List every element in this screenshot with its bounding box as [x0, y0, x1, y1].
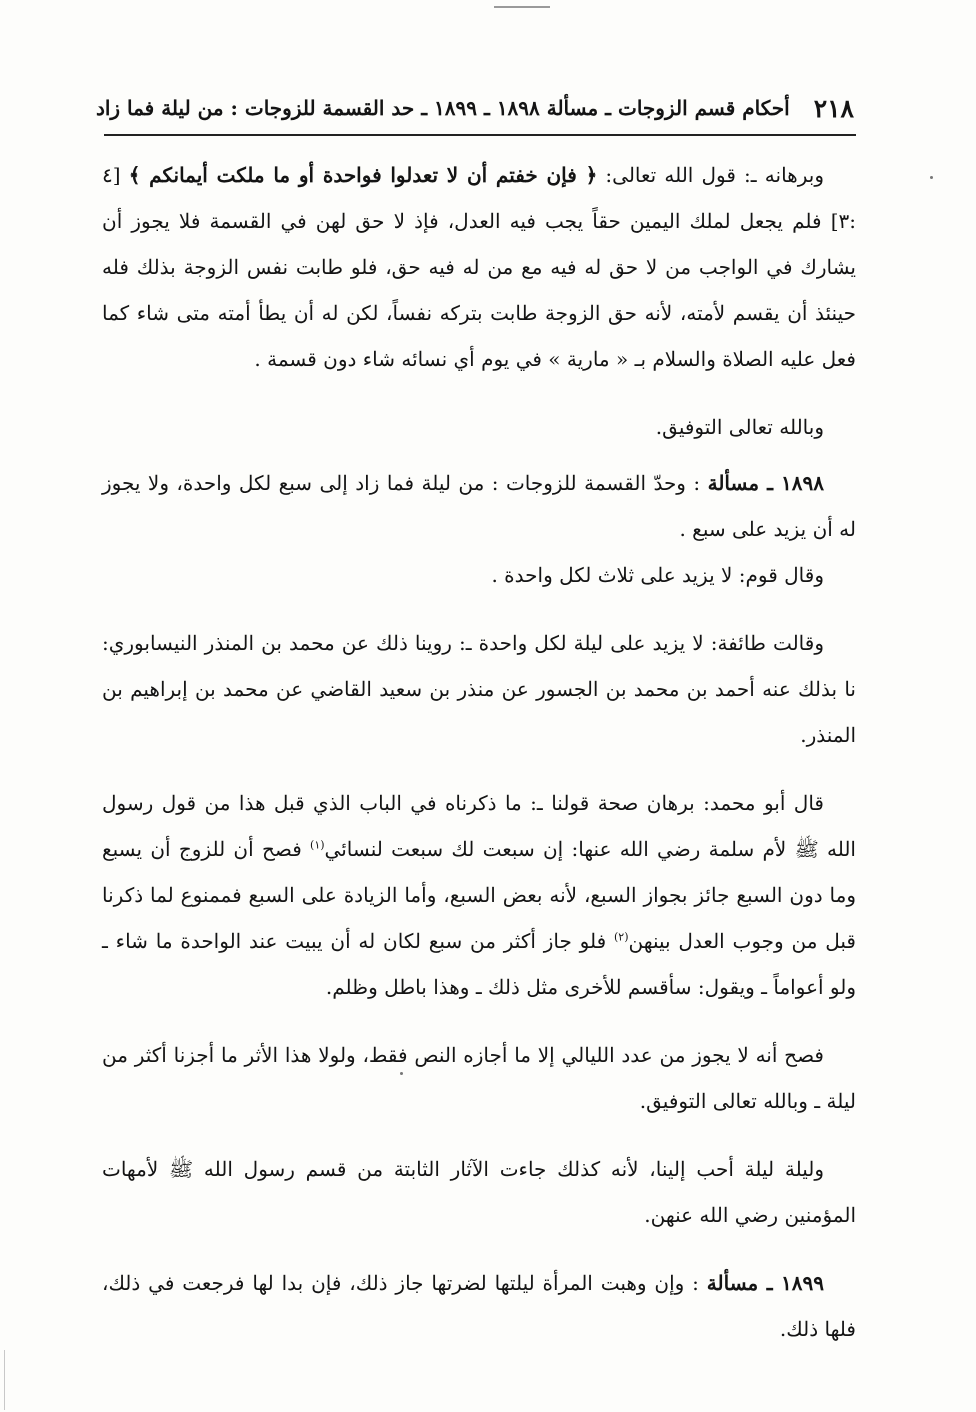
paragraph-abu-muhammad [102, 780, 856, 1010]
paragraph-conclusion: فصح أنه لا يجوز من عدد الليالي إلا ما أجازه النص فقط، ولولا هذا الأثر ما أجزنا أكثر من ليلة ـ وبالله تعالى التوفيق. [102, 1043, 856, 1113]
footnote-marker-2[interactable]: (٢) [613, 930, 629, 944]
argument-part-1: قال أبو محمد: برهان صحة قولنا ـ: ما ذكرناه في الباب الذي قبل هذا من قول رسول الله ﷺ لأم سلمة رضي الله عنها: إن سبعت لك سبعت لنسائي [102, 791, 856, 861]
page-body [102, 152, 856, 1352]
paragraph-qawm: وقال قوم: لا يزيد على ثلاث لكل واحدة . [491, 563, 824, 587]
header-rule [104, 134, 856, 136]
running-head: أحكام قسم الزوجات ـ مسألة ١٨٩٨ ـ ١٨٩٩ ـ حد القسمة للزوجات : من ليلة فما زاد [95, 96, 790, 120]
proof-text: فلم يجعل لملك اليمين حقاً يجب فيه العدل، فإذ لا حق لهن في القسمة فلا يجوز أن يشارك في الواجب من لا حق له فيه مع من له فيه حق، فلو طابت نفس الزوجة بذلك فله حينئذ أن يقسم لأمته، لأنه حق الزوجة طابت بتركه نفساً، لكن له أن يطأ أمته متى شاء كما فعل عليه الصلاة والسلام بـ « مارية » في يوم أي نسائه شاء دون قسمة . [102, 209, 856, 371]
issue-1898 [102, 460, 856, 552]
footnote-marker-1[interactable]: (١) [310, 838, 325, 852]
proof-lead: وبرهانه ـ: قول الله تعالى: [597, 163, 824, 187]
verse-reference: [٤ :٣] [102, 163, 856, 233]
argument-part-2: فصح أن للزوج أن يسبع وما دون السبع جائز بجواز السبع، لأنه بعض السبع، وأما الزيادة على السبع فممنوع لما ذكرنا قبل من وجوب العدل بينهن [102, 837, 856, 953]
issue-text: : وإن وهبت المرأة ليلتها لضرتها جاز ذلك، فإن بدا لها فرجعت في ذلك، فلها ذلك. [102, 1271, 856, 1341]
paragraph-preference: وليلة ليلة أحب إلينا، لأنه كذلك جاءت الآثار الثابتة من قسم رسول الله ﷺ لأمهات المؤمنين رضي الله عنهن. [102, 1157, 856, 1227]
argument-part-3: فلو جاز أكثر من سبع لكان له أن يبيت عند الواحدة ما شاء ـ ولو أعواماً ـ ويقول: سأقسم للأخرى مثل ذلك ـ وهذا باطل وظلم. [102, 929, 856, 999]
issue-number: ١٨٩٨ ـ [759, 471, 824, 495]
paragraph-taifa: وقالت طائفة: لا يزيد على ليلة لكل واحدة ـ: روينا ذلك عن محمد بن المنذر النيسابوري: نا بذلك عنه أحمد بن محمد بن الجسور عن منذر بن سعيد القاضي عن محمد بن إبراهيم بن المنذر. [102, 631, 856, 747]
issue-1899 [102, 1260, 856, 1352]
issue-word: مسألة [706, 1271, 759, 1295]
issue-number: ١٨٩٩ ـ [758, 1271, 824, 1295]
issue-word: مسألة [707, 471, 760, 495]
paragraph-tawfiq: وبالله تعالى التوفيق. [655, 415, 824, 439]
paragraph-proof [102, 152, 856, 382]
page-header [95, 86, 854, 130]
page-number: ٢١٨ [813, 93, 854, 123]
issue-text: : وحدّ القسمة للزوجات : من ليلة فما زاد إلى سبع لكل واحدة، ولا يجوز له أن يزيد على سبع . [102, 471, 856, 541]
quran-verse: ﴿ فإن خفتم أن لا تعدلوا فواحدة أو ما ملكت أيمانكم ﴾ [128, 163, 598, 187]
